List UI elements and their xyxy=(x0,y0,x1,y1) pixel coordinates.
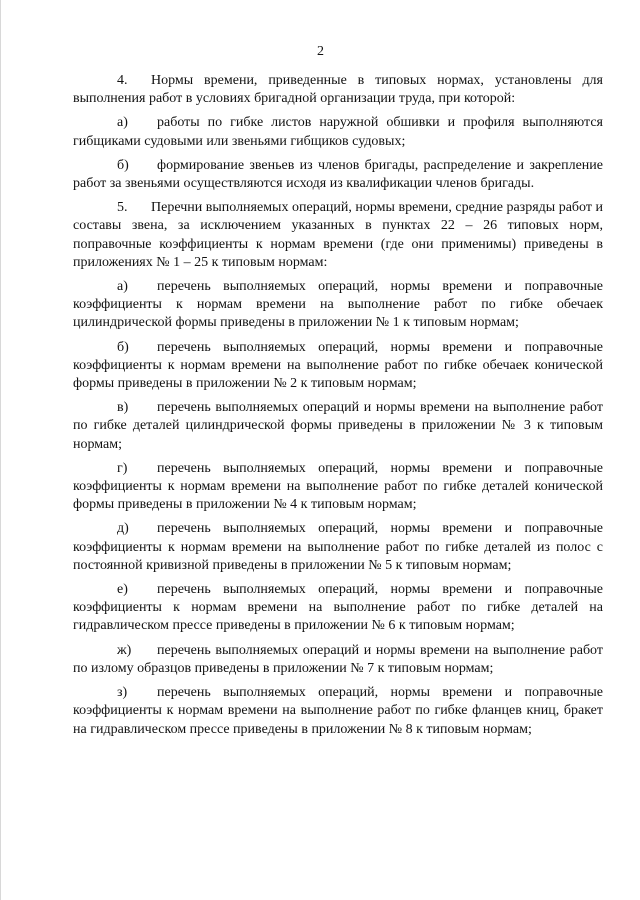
paragraph-4 xyxy=(73,72,603,108)
paragraph-5-v xyxy=(73,399,603,454)
paragraph-5-e xyxy=(73,581,603,636)
paragraph-text: Нормы времени, приведенные в типовых нормах, установлены для выполнения работ в условиях бригадной организации труда, при которой: xyxy=(73,73,603,107)
paragraph-5-b xyxy=(73,339,603,394)
paragraph-marker: б) xyxy=(117,339,129,355)
paragraph-5-z xyxy=(73,684,603,739)
paragraph-marker: в) xyxy=(117,400,129,416)
paragraph-marker: а) xyxy=(117,279,128,295)
paragraph-text: перечень выполняемых операций, нормы времени и поправочные коэффициенты к нормам времени на выполнение работ по гибке деталей из полос с постоянной кривизной приведены в приложении № 5 к типовым нормам; xyxy=(73,521,603,573)
paragraph-marker: е) xyxy=(117,582,128,598)
paragraph-marker: б) xyxy=(117,157,129,173)
paragraph-text: перечень выполняемых операций, нормы времени и поправочные коэффициенты к нормам времени на выполнение работ по гибке обечаек цилиндрической формы приведены в приложении № 1 к типовым нормам; xyxy=(73,279,603,331)
paragraph-text: перечень выполняемых операций, нормы времени и поправочные коэффициенты к нормам времени на выполнение работ по гибке деталей на гидравлическом прессе приведены в приложении № 6 к типовым нормам; xyxy=(73,582,603,634)
paragraph-text: перечень выполняемых операций, нормы времени и поправочные коэффициенты к нормам времени на выполнение работ по гибке обечаек конической формы приведены в приложении № 2 к типовым нормам; xyxy=(73,339,603,392)
paragraph-marker: 5. xyxy=(117,200,128,216)
paragraph-text: Перечни выполняемых операций, нормы времени, средние разряды работ и составы звена, за исключением указанных в пунктах 22 – 26 типовых норм, поправочные коэффициенты к нормам времени (где они применимы) приведены в приложениях № 1 – 25 к типовым нормам: xyxy=(73,200,603,270)
paragraph-text: перечень выполняемых операций, нормы времени и поправочные коэффициенты к нормам времени на выполнение работ по гибке фланцев книц, бракет на гидравлическом прессе приведены в приложении № 8 к типовым нормам; xyxy=(73,685,603,737)
paragraph-marker: ж) xyxy=(117,642,132,658)
paragraph-text: формирование звеньев из членов бригады, распределение и закрепление работ за звеньями осуществляются исходя из квалификации членов бригады. xyxy=(73,157,603,192)
paragraph-marker: г) xyxy=(117,460,128,476)
paragraph-text: работы по гибке листов наружной обшивки и профиля выполняются гибщиками судовыми или звеньями гибщиков судовых; xyxy=(73,115,603,149)
paragraph-5 xyxy=(73,199,603,272)
paragraph-text: перечень выполняемых операций, нормы времени и поправочные коэффициенты к нормам времени на выполнение работ по гибке деталей конической формы приведены в приложении № 4 к типовым нормам; xyxy=(73,460,603,513)
paragraph-4-a xyxy=(73,114,603,150)
paragraph-text: перечень выполняемых операций и нормы времени на выполнение работ по гибке деталей цилиндрической формы приведены в приложении № 3 к типовым нормам; xyxy=(73,400,603,452)
paragraph-text: перечень выполняемых операций и нормы времени на выполнение работ по излому образцов приведены в приложении № 7 к типовым нормам; xyxy=(73,642,603,676)
paragraph-marker: з) xyxy=(117,685,128,701)
paragraph-5-g xyxy=(73,460,603,515)
paragraph-marker: д) xyxy=(117,521,129,537)
page-number: 2 xyxy=(317,44,324,59)
paragraph-5-d xyxy=(73,520,603,575)
document-body xyxy=(73,72,603,745)
paragraph-5-a xyxy=(73,278,603,333)
paragraph-5-zh xyxy=(73,642,603,678)
paragraph-marker: а) xyxy=(117,115,128,131)
paragraph-4-b xyxy=(73,157,603,193)
paragraph-marker: 4. xyxy=(117,73,128,88)
